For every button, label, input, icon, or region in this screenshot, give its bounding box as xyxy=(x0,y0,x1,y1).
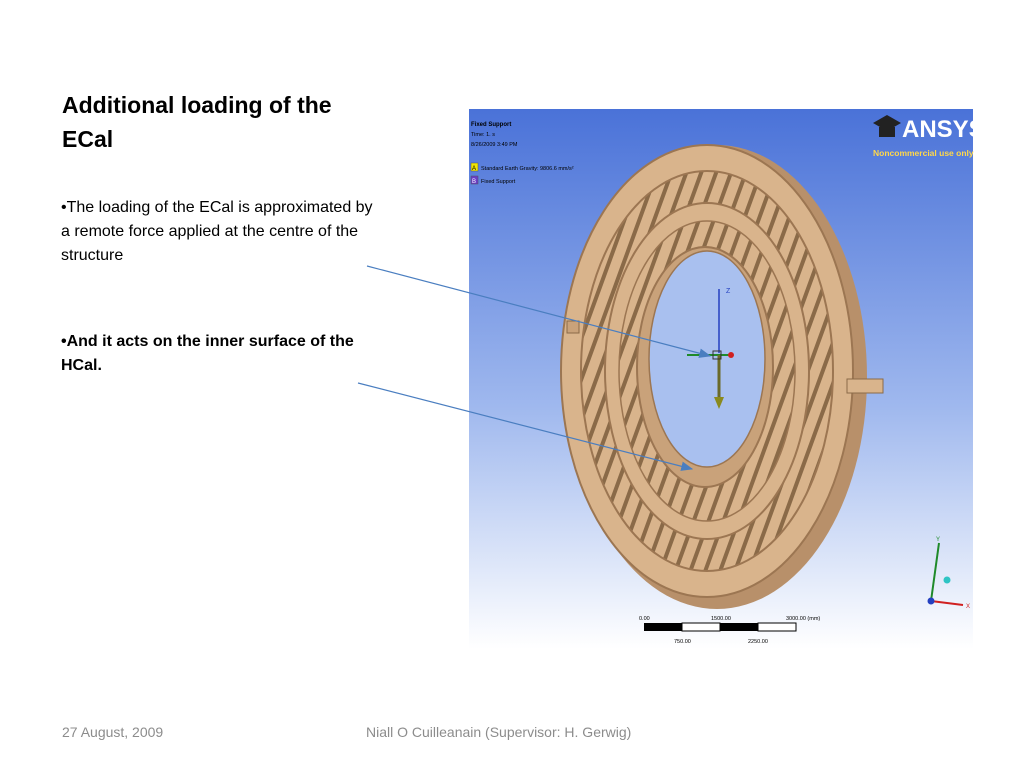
scale-label-3000: 3000.00 (mm) xyxy=(786,616,821,622)
ansys-logo-text: ANSYS xyxy=(902,116,985,143)
footer-author: Niall O Cuilleanain (Supervisor: H. Gerwig) xyxy=(366,724,632,740)
legend-key-b: B xyxy=(472,179,477,185)
force-z-label: Z xyxy=(726,288,731,295)
noncommercial-watermark: Noncommercial use only xyxy=(873,148,974,158)
ansys-figure xyxy=(469,109,985,649)
triad-y-label: Y xyxy=(936,537,941,543)
scale-label-2250: 2250.00 xyxy=(748,639,768,645)
slide-title: Additional loading of the ECal xyxy=(62,92,332,152)
triad-x-label: X xyxy=(966,604,971,610)
ansys-logo xyxy=(873,115,985,158)
scale-label-1500: 1500.00 xyxy=(711,616,731,622)
scale-label-0: 0.00 xyxy=(639,616,650,622)
info-timestamp: 8/26/2009 3:49 PM xyxy=(471,142,518,148)
bullet-inner-surface: •And it acts on the inner surface of the HCal. xyxy=(61,333,354,374)
info-time: Time: 1. s xyxy=(471,132,495,138)
legend-label-a: Standard Earth Gravity: 9806.6 mm/s² xyxy=(481,166,574,172)
scale-label-750: 750.00 xyxy=(674,639,691,645)
legend-label-b: Fixed Support xyxy=(481,179,516,185)
bullet-remote-force: •The loading of the ECal is approximated by a remote force applied at the centre of the structure xyxy=(61,199,373,264)
footer-date: 27 August, 2009 xyxy=(62,724,164,740)
info-heading: Fixed Support xyxy=(471,122,512,128)
legend-key-a: A xyxy=(472,166,477,172)
